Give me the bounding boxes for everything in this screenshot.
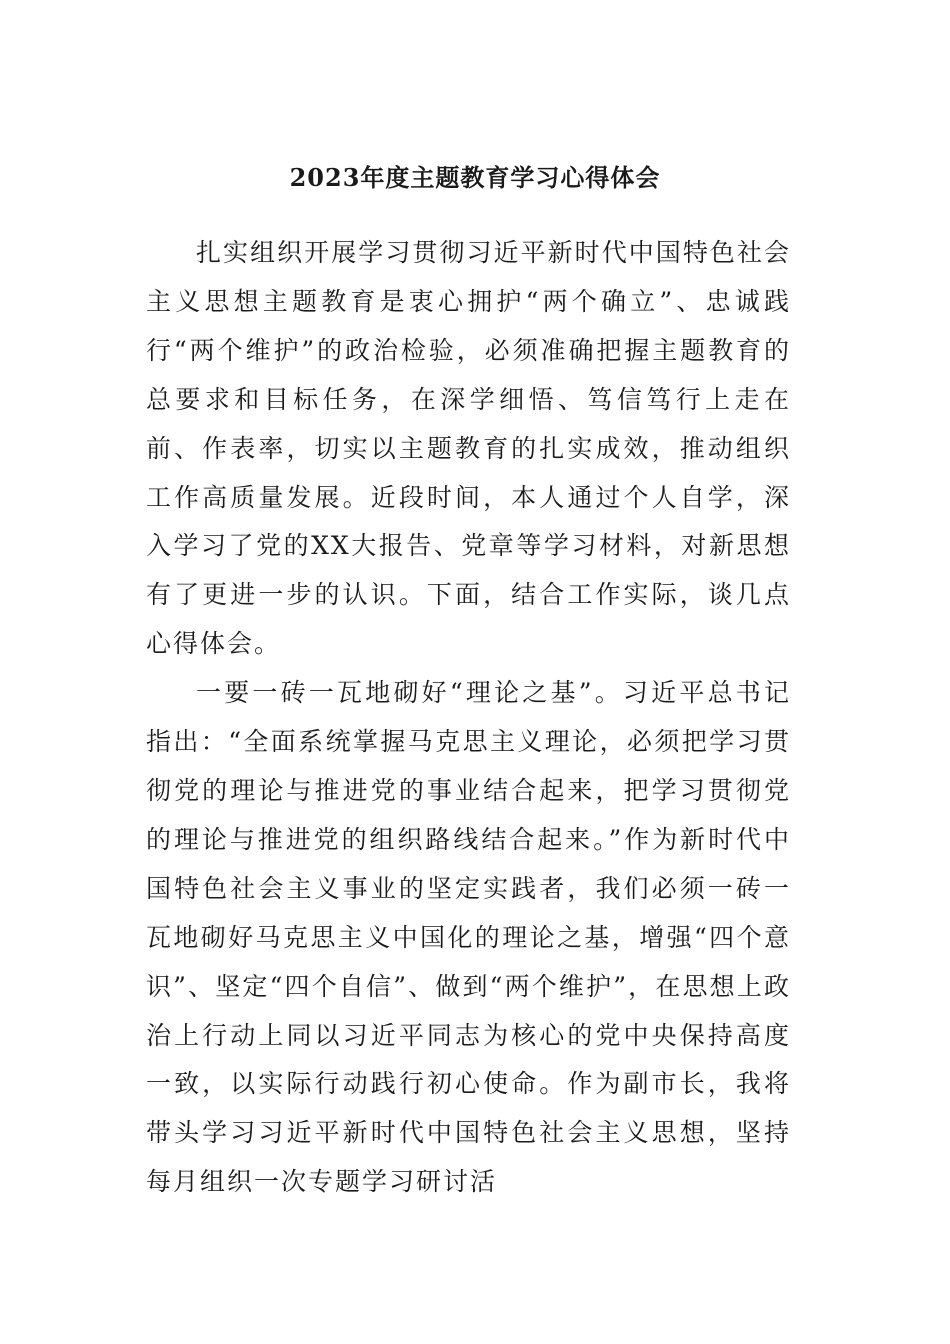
document-body (146, 229, 791, 1207)
document-title: 2023年度主题教育学习心得体会 (289, 163, 661, 192)
paragraph: 一要一砖一瓦地砌好“理论之基”。习近平总书记指出：“全面系统掌握马克思主义理论，必须把学习贯彻党的理论与推进党的事业结合起来，把学习贯彻党的理论与推进党的组织路线结合起来。”作为新时代中国特色社会主义事业的坚定实践者，我们必须一砖一瓦地砌好马克思主义中国化的理论之基，增强“四个意识”、坚定“四个自信”、做到“两个维护”，在思想上政治上行动上同以习近平同志为核心的党中央保持高度一致，以实际行动践行初心使命。作为副市长，我将带头学习习近平新时代中国特色社会主义思想，坚持每月组织一次专题学习研讨活 (146, 678, 791, 1197)
paragraph: 扎实组织开展学习贯彻习近平新时代中国特色社会主义思想主题教育是衷心拥护“两个确立”、忠诚践行“两个维护”的政治检验，必须准确把握主题教育的总要求和目标任务，在深学细悟、笃信笃行上走在前、作表率，切实以主题教育的扎实成效，推动组织工作高质量发展。近段时间，本人通过个人自学，深入学习了党的XX大报告、党章等学习材料，对新思想有了更进一步的认识。下面，结合工作实际，谈几点心得体会。 (146, 238, 791, 659)
